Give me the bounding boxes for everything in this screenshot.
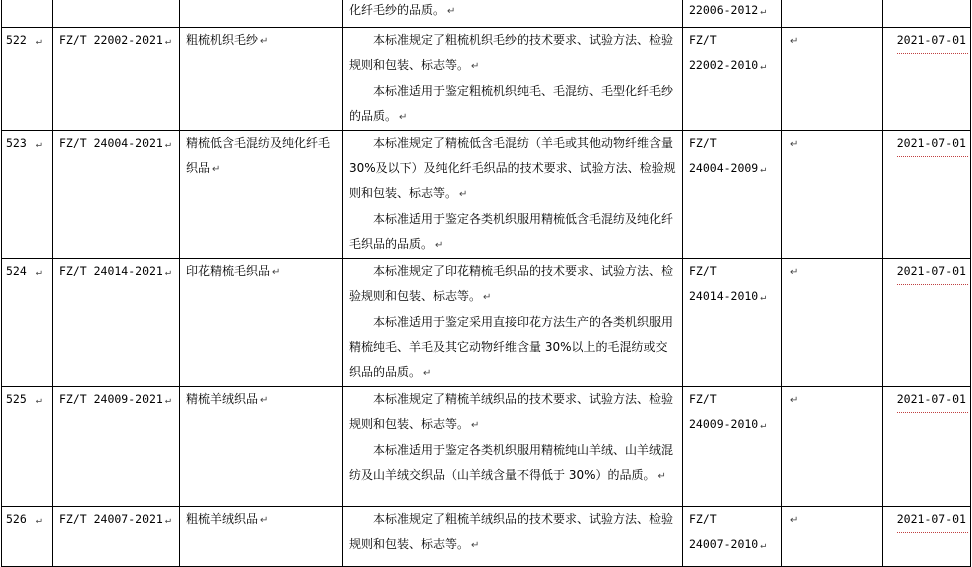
paragraph-mark-icon: ↵ bbox=[164, 36, 171, 47]
paragraph-mark-icon: ↵ bbox=[423, 368, 432, 379]
summary-text: 本标准规定了印花精梳毛织品的技术要求、试验方法、检验规则和包装、标志等。 bbox=[349, 264, 674, 303]
replaced-number: 24007-2010 bbox=[689, 537, 759, 551]
replaced-prefix: FZ/T bbox=[689, 136, 717, 150]
table-row bbox=[2, 259, 971, 387]
date-cell bbox=[883, 131, 971, 259]
row-number: 522 bbox=[6, 33, 27, 47]
standard-code: FZ/T 24004-2021 bbox=[59, 136, 163, 150]
row-number: 525 bbox=[6, 392, 27, 406]
code-cell bbox=[53, 0, 180, 28]
replaced-text: 22006-2012 bbox=[689, 3, 759, 17]
date-cell bbox=[883, 0, 971, 28]
paragraph-mark-icon: ↵ bbox=[760, 292, 767, 303]
summary-text: 本标准适用于鉴定粗梳机织纯毛、毛混纺、毛型化纤毛纱的品质。 bbox=[349, 84, 674, 123]
num-cell bbox=[2, 131, 53, 259]
standard-name: 精梳羊绒织品 bbox=[186, 392, 259, 406]
code-cell bbox=[53, 507, 180, 567]
summary-paragraph bbox=[349, 507, 678, 558]
name-cell bbox=[180, 507, 343, 567]
summary-text: 本标准规定了粗梳羊绒织品的技术要求、试验方法、检验规则和包装、标志等。 bbox=[349, 512, 674, 551]
name-cell bbox=[180, 0, 343, 28]
paragraph-mark-icon: ↵ bbox=[212, 164, 221, 175]
paragraph-mark-icon: ↵ bbox=[164, 395, 171, 406]
code-cell bbox=[53, 28, 180, 131]
replaced-number: 24014-2010 bbox=[689, 289, 759, 303]
code-cell bbox=[53, 387, 180, 507]
empty-cell bbox=[782, 387, 883, 507]
paragraph-mark-icon: ↵ bbox=[760, 420, 767, 431]
paragraph-mark-icon: ↵ bbox=[760, 61, 767, 72]
paragraph-mark-icon: ↵ bbox=[35, 139, 42, 150]
summary-cell bbox=[343, 0, 683, 28]
table-row bbox=[2, 387, 971, 507]
paragraph-mark-icon: ↵ bbox=[35, 395, 42, 406]
paragraph-mark-icon: ↵ bbox=[35, 267, 42, 278]
paragraph-mark-icon: ↵ bbox=[790, 267, 799, 278]
date-cell bbox=[883, 259, 971, 387]
paragraph-mark-icon: ↵ bbox=[760, 540, 767, 551]
table-row-continued bbox=[2, 0, 971, 28]
num-cell bbox=[2, 0, 53, 28]
paragraph-mark-icon: ↵ bbox=[790, 395, 799, 406]
empty-cell bbox=[782, 0, 883, 28]
effective-date: 2021-07-01 bbox=[897, 387, 968, 413]
paragraph-mark-icon: ↵ bbox=[260, 36, 269, 47]
standard-code: FZ/T 24007-2021 bbox=[59, 512, 163, 526]
effective-date: 2021-07-01 bbox=[897, 28, 968, 54]
paragraph-mark-icon: ↵ bbox=[164, 515, 171, 526]
table-row bbox=[2, 28, 971, 131]
standard-code: FZ/T 22002-2021 bbox=[59, 33, 163, 47]
replaced-prefix: FZ/T bbox=[689, 392, 717, 406]
paragraph-mark-icon: ↵ bbox=[471, 61, 480, 72]
replaced-cell bbox=[683, 131, 782, 259]
paragraph-mark-icon: ↵ bbox=[35, 515, 42, 526]
empty-cell bbox=[782, 131, 883, 259]
standard-code: FZ/T 24014-2021 bbox=[59, 264, 163, 278]
replaced-number: 22002-2010 bbox=[689, 58, 759, 72]
row-number: 523 bbox=[6, 136, 27, 150]
effective-date: 2021-07-01 bbox=[897, 131, 968, 157]
paragraph-mark-icon: ↵ bbox=[260, 515, 269, 526]
effective-date: 2021-07-01 bbox=[897, 259, 968, 285]
paragraph-mark-icon: ↵ bbox=[790, 139, 799, 150]
paragraph-mark-icon: ↵ bbox=[447, 6, 456, 17]
replaced-number: 24004-2009 bbox=[689, 161, 759, 175]
code-cell bbox=[53, 259, 180, 387]
num-cell bbox=[2, 387, 53, 507]
date-cell bbox=[883, 28, 971, 131]
replaced-cell bbox=[683, 0, 782, 28]
replaced-number: 24009-2010 bbox=[689, 417, 759, 431]
paragraph-mark-icon: ↵ bbox=[483, 292, 492, 303]
num-cell bbox=[2, 507, 53, 567]
summary-paragraph bbox=[349, 131, 678, 207]
summary-paragraph bbox=[349, 438, 678, 489]
summary-paragraph bbox=[349, 259, 678, 310]
replaced-cell bbox=[683, 387, 782, 507]
summary-text: 本标准适用于鉴定采用直接印花方法生产的各类机织服用精梳纯毛、羊毛及其它动物纤维含量 30%以上的毛混纺或交织品的品质。 bbox=[349, 315, 674, 379]
paragraph-mark-icon: ↵ bbox=[790, 36, 799, 47]
date-cell bbox=[883, 387, 971, 507]
replaced-prefix: FZ/T bbox=[689, 33, 717, 47]
replaced-cell bbox=[683, 259, 782, 387]
date-cell bbox=[883, 507, 971, 567]
row-number: 526 bbox=[6, 512, 27, 526]
standard-name: 粗梳机织毛纱 bbox=[186, 33, 259, 47]
paragraph-mark-icon: ↵ bbox=[790, 515, 799, 526]
summary-text: 化纤毛纱的品质。 bbox=[349, 3, 446, 17]
standard-name: 印花精梳毛织品 bbox=[186, 264, 271, 278]
table-row bbox=[2, 507, 971, 567]
summary-text: 本标准规定了精梳低含毛混纺（羊毛或其他动物纤维含量 30%及以下）及纯化纤毛织品的技术要求、试验方法、检验规则和包装、标志等。 bbox=[349, 136, 676, 200]
paragraph-mark-icon: ↵ bbox=[260, 395, 269, 406]
summary-text: 本标准规定了粗梳机织毛纱的技术要求、试验方法、检验规则和包装、标志等。 bbox=[349, 33, 674, 72]
summary-cell bbox=[343, 507, 683, 567]
summary-text: 本标准规定了精梳羊绒织品的技术要求、试验方法、检验规则和包装、标志等。 bbox=[349, 392, 674, 431]
summary-cell bbox=[343, 131, 683, 259]
paragraph-mark-icon: ↵ bbox=[760, 164, 767, 175]
paragraph-mark-icon: ↵ bbox=[272, 267, 281, 278]
standard-code: FZ/T 24009-2021 bbox=[59, 392, 163, 406]
summary-paragraph bbox=[349, 28, 678, 79]
paragraph-mark-icon: ↵ bbox=[35, 36, 42, 47]
summary-paragraph bbox=[349, 207, 678, 258]
summary-paragraph bbox=[349, 387, 678, 438]
effective-date: 2021-07-01 bbox=[897, 507, 968, 533]
replaced-cell bbox=[683, 507, 782, 567]
paragraph-mark-icon: ↵ bbox=[164, 267, 171, 278]
num-cell bbox=[2, 259, 53, 387]
name-cell bbox=[180, 28, 343, 131]
paragraph-mark-icon: ↵ bbox=[164, 139, 171, 150]
table-row bbox=[2, 131, 971, 259]
code-cell bbox=[53, 131, 180, 259]
replaced-cell bbox=[683, 28, 782, 131]
standards-table bbox=[1, 0, 971, 567]
paragraph-mark-icon: ↵ bbox=[435, 240, 444, 251]
replaced-prefix: FZ/T bbox=[689, 264, 717, 278]
summary-paragraph bbox=[349, 310, 678, 386]
paragraph-mark-icon: ↵ bbox=[399, 112, 408, 123]
summary-text: 本标准适用于鉴定各类机织服用精梳低含毛混纺及纯化纤毛织品的品质。 bbox=[349, 212, 674, 251]
empty-cell bbox=[782, 259, 883, 387]
paragraph-mark-icon: ↵ bbox=[760, 6, 767, 17]
summary-cell bbox=[343, 259, 683, 387]
standard-name: 粗梳羊绒织品 bbox=[186, 512, 259, 526]
paragraph-mark-icon: ↵ bbox=[471, 420, 480, 431]
num-cell bbox=[2, 28, 53, 131]
row-number: 524 bbox=[6, 264, 27, 278]
name-cell bbox=[180, 387, 343, 507]
name-cell bbox=[180, 131, 343, 259]
summary-text: 本标准适用于鉴定各类机织服用精梳纯山羊绒、山羊绒混纺及山羊绒交织品（山羊绒含量不得低于 30%）的品质。 bbox=[349, 443, 674, 482]
replaced-prefix: FZ/T bbox=[689, 512, 717, 526]
name-cell bbox=[180, 259, 343, 387]
paragraph-mark-icon: ↵ bbox=[471, 540, 480, 551]
summary-paragraph bbox=[349, 79, 678, 130]
empty-cell bbox=[782, 507, 883, 567]
paragraph-mark-icon: ↵ bbox=[459, 189, 468, 200]
summary-cell bbox=[343, 28, 683, 131]
paragraph-mark-icon: ↵ bbox=[657, 471, 666, 482]
empty-cell bbox=[782, 28, 883, 131]
standard-name: 精梳低含毛混纺及纯化纤毛织品 bbox=[186, 136, 331, 175]
summary-cell bbox=[343, 387, 683, 507]
